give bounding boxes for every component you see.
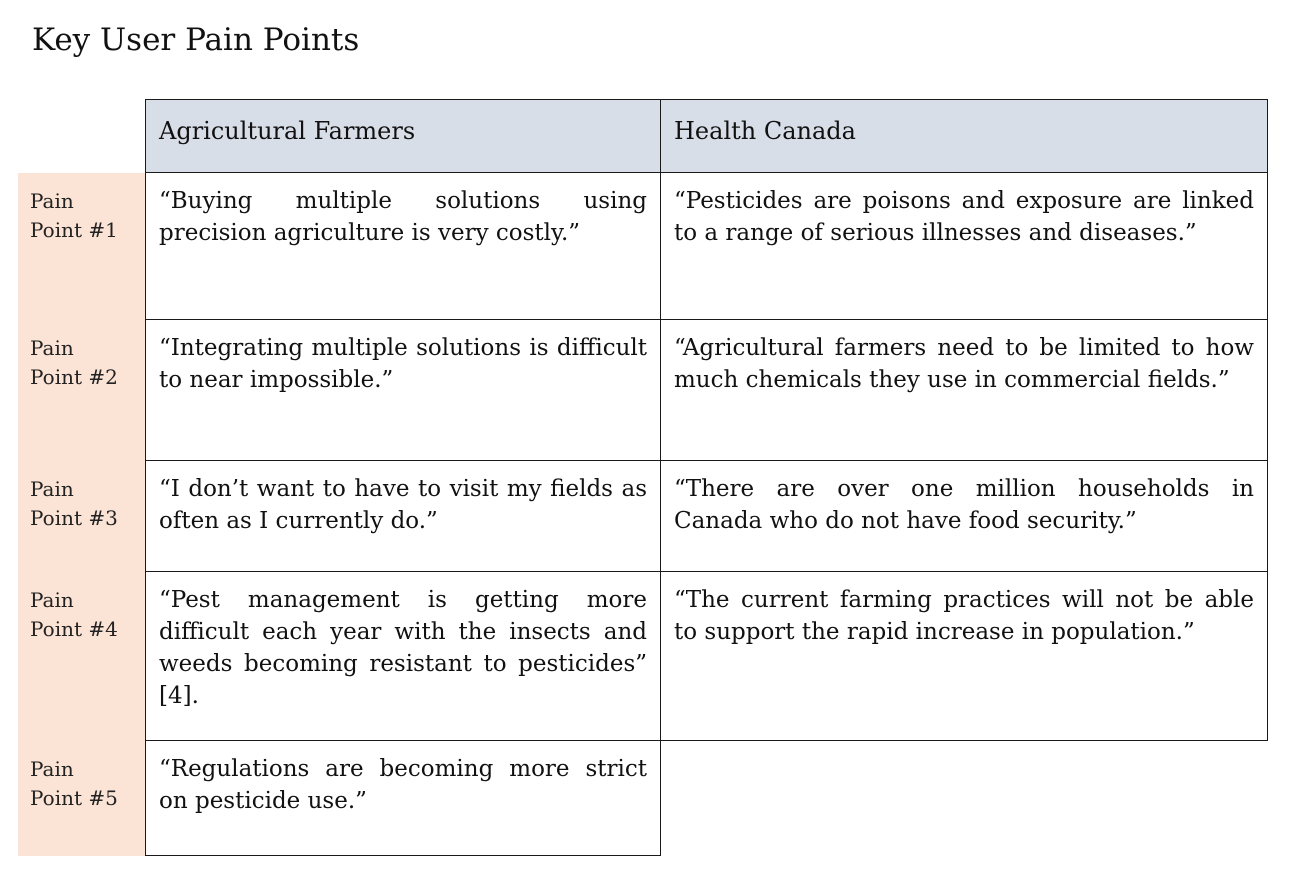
- row-label-line: Pain: [30, 189, 74, 213]
- row-label-line: Point #4: [30, 617, 118, 641]
- farmers-pain-point-2: “Integrating multiple solutions is difficult to near impossible.”: [145, 319, 661, 461]
- row-label-pain-point-5: [18, 741, 146, 856]
- row-label-line: Pain: [30, 477, 74, 501]
- farmers-pain-point-1: “Buying multiple solutions using precision agriculture is very costly.”: [145, 172, 661, 320]
- row-label-line: Point #5: [30, 786, 118, 810]
- row-label-line: Pain: [30, 588, 74, 612]
- row-label-pain-point-3: [18, 461, 146, 572]
- column-header-health-canada: Health Canada: [660, 99, 1268, 173]
- farmers-pain-point-4: “Pest management is getting more difficult each year with the insects and weeds becoming resistant to pesticides” [4].: [145, 571, 661, 741]
- page-title: Key User Pain Points: [32, 22, 360, 58]
- health-canada-pain-point-4: “The current farming practices will not be able to support the rapid increase in population.”: [660, 571, 1268, 741]
- health-canada-pain-point-3: “There are over one million households in Canada who do not have food security.”: [660, 460, 1268, 572]
- row-label-line: Pain: [30, 336, 74, 360]
- row-label-line: Pain: [30, 757, 74, 781]
- row-label-pain-point-2: [18, 320, 146, 461]
- health-canada-pain-point-2: “Agricultural farmers need to be limited to how much chemicals they use in commercial fields.”: [660, 319, 1268, 461]
- row-label-pain-point-4: [18, 572, 146, 741]
- row-label-line: Point #3: [30, 506, 118, 530]
- row-label-line: Point #2: [30, 365, 118, 389]
- row-label-pain-point-1: [18, 173, 146, 320]
- health-canada-pain-point-1: “Pesticides are poisons and exposure are linked to a range of serious illnesses and diseases.”: [660, 172, 1268, 320]
- farmers-pain-point-3: “I don’t want to have to visit my fields as often as I currently do.”: [145, 460, 661, 572]
- column-header-agricultural-farmers: Agricultural Farmers: [145, 99, 661, 173]
- row-label-line: Point #1: [30, 218, 118, 242]
- farmers-pain-point-5: “Regulations are becoming more strict on pesticide use.”: [145, 740, 661, 856]
